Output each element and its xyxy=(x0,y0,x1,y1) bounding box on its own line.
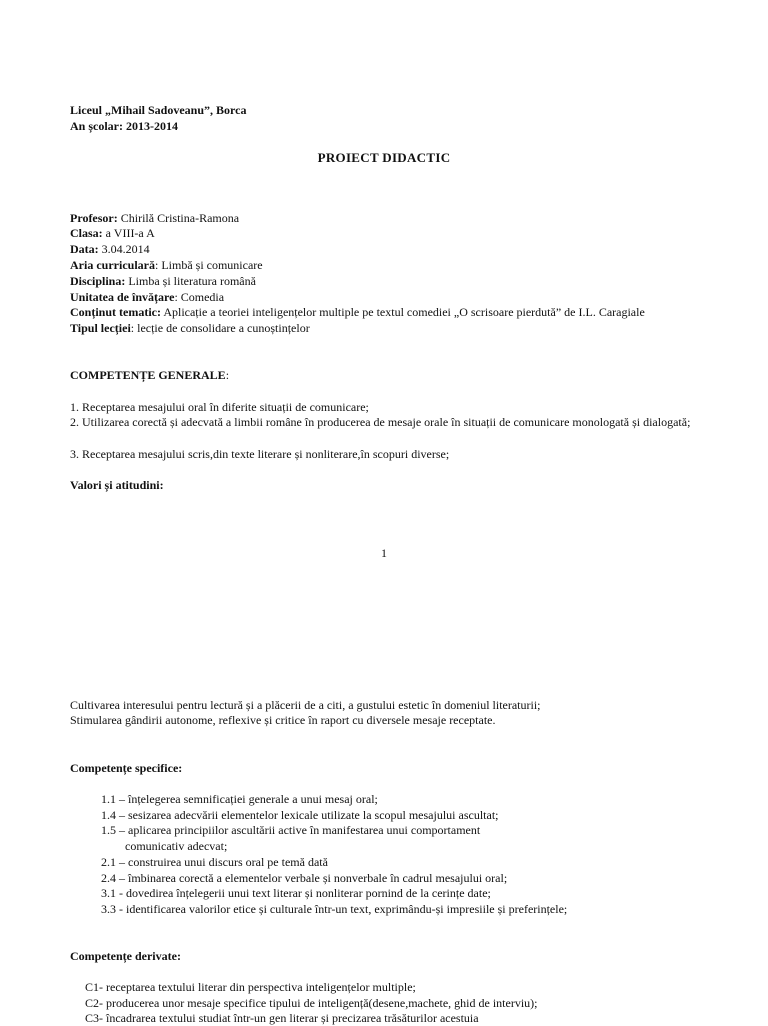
info-key: Profesor: xyxy=(70,211,118,225)
info-key: Tipul lecției xyxy=(70,321,131,335)
school-year: An școlar: 2013-2014 xyxy=(70,119,178,133)
list-item: 3. Receptarea mesajului scris,din texte literare și nonliterare,în scopuri diverse; xyxy=(70,447,450,461)
info-key: Aria curriculară xyxy=(70,258,155,272)
info-continut xyxy=(70,305,645,320)
info-value: Limba și literatura română xyxy=(125,274,256,288)
info-profesor xyxy=(70,211,239,226)
info-value: : Limbă și comunicare xyxy=(154,258,263,272)
page-number: 1 xyxy=(381,546,387,560)
list-item: C1- receptarea textului literar din perspectiva inteligențelor multiple; xyxy=(85,980,416,994)
info-value: : lecție de consolidare a cunoștințelor xyxy=(130,321,310,335)
list-item: 1.4 – sesizarea adecvării elementelor lexicale utilizate la scopul mesajului ascultat; xyxy=(101,808,499,822)
info-data xyxy=(70,242,150,257)
list-item: Stimularea gândirii autonome, reflexive și critice în raport cu diversele mesaje receptate. xyxy=(70,713,496,727)
list-item: 2. Utilizarea corectă și adecvată a limbii române în producerea de mesaje orale în situații de comunicare monologată și dialogată; xyxy=(70,415,691,429)
info-disciplina xyxy=(70,274,256,289)
list-item: C3- încadrarea textului studiat într-un gen literar și precizarea trăsăturilor acestuia xyxy=(85,1011,479,1025)
list-item: 1. Receptarea mesajului oral în diferite situații de comunicare; xyxy=(70,400,369,414)
heading-text: COMPETENȚE GENERALE xyxy=(70,368,226,382)
heading-colon: : xyxy=(225,368,230,382)
school-name: Liceul „Mihail Sadoveanu”, Borca xyxy=(70,103,247,117)
list-item: 1.5 – aplicarea principiilor ascultării active în manifestarea unui comportament xyxy=(101,823,481,837)
document-title: PROIECT DIDACTIC xyxy=(317,150,451,165)
list-item: 1.1 – înțelegerea semnificației generale a unui mesaj oral; xyxy=(101,792,378,806)
info-value: 3.04.2014 xyxy=(98,242,150,256)
info-unitatea xyxy=(70,290,224,305)
info-key: Disciplina: xyxy=(70,274,126,288)
list-item: 3.1 - dovedirea înțelegerii unui text literar și nonliterar pornind de la cerințe date; xyxy=(101,886,491,900)
info-value: : Comedia xyxy=(174,290,225,304)
info-clasa xyxy=(70,226,155,241)
valori-heading: Valori și atitudini: xyxy=(70,478,164,492)
info-key: Clasa: xyxy=(70,226,103,240)
info-key: Conținut tematic: xyxy=(70,305,161,319)
competente-generale-heading xyxy=(70,368,229,383)
list-item: 2.1 – construirea unui discurs oral pe temă dată xyxy=(101,855,328,869)
info-value: a VIII-a A xyxy=(102,226,155,240)
info-value: Aplicație a teoriei inteligențelor multiple pe textul comediei „O scrisoare pierdută” de I.L. Caragiale xyxy=(160,305,645,319)
list-item: C2- producerea unor mesaje specifice tipului de inteligență(desene,machete, ghid de interviu); xyxy=(85,996,538,1010)
info-aria xyxy=(70,258,263,273)
info-tipul xyxy=(70,321,310,336)
list-item: comunicativ adecvat; xyxy=(125,839,228,853)
info-key: Unitatea de învățare xyxy=(70,290,175,304)
info-key: Data: xyxy=(70,242,99,256)
info-value: Chirilă Cristina-Ramona xyxy=(117,211,240,225)
competente-specifice-heading: Competențe specifice: xyxy=(70,761,183,775)
list-item: Cultivarea interesului pentru lectură și a plăcerii de a citi, a gustului estetic în domeniul literaturii; xyxy=(70,698,541,712)
competente-derivate-heading: Competențe derivate: xyxy=(70,949,181,963)
list-item: 2.4 – îmbinarea corectă a elementelor verbale și nonverbale în cadrul mesajului oral; xyxy=(101,871,508,885)
list-item: 3.3 - identificarea valorilor etice și culturale într-un text, exprimându-și impresiile și preferințele; xyxy=(101,902,568,916)
